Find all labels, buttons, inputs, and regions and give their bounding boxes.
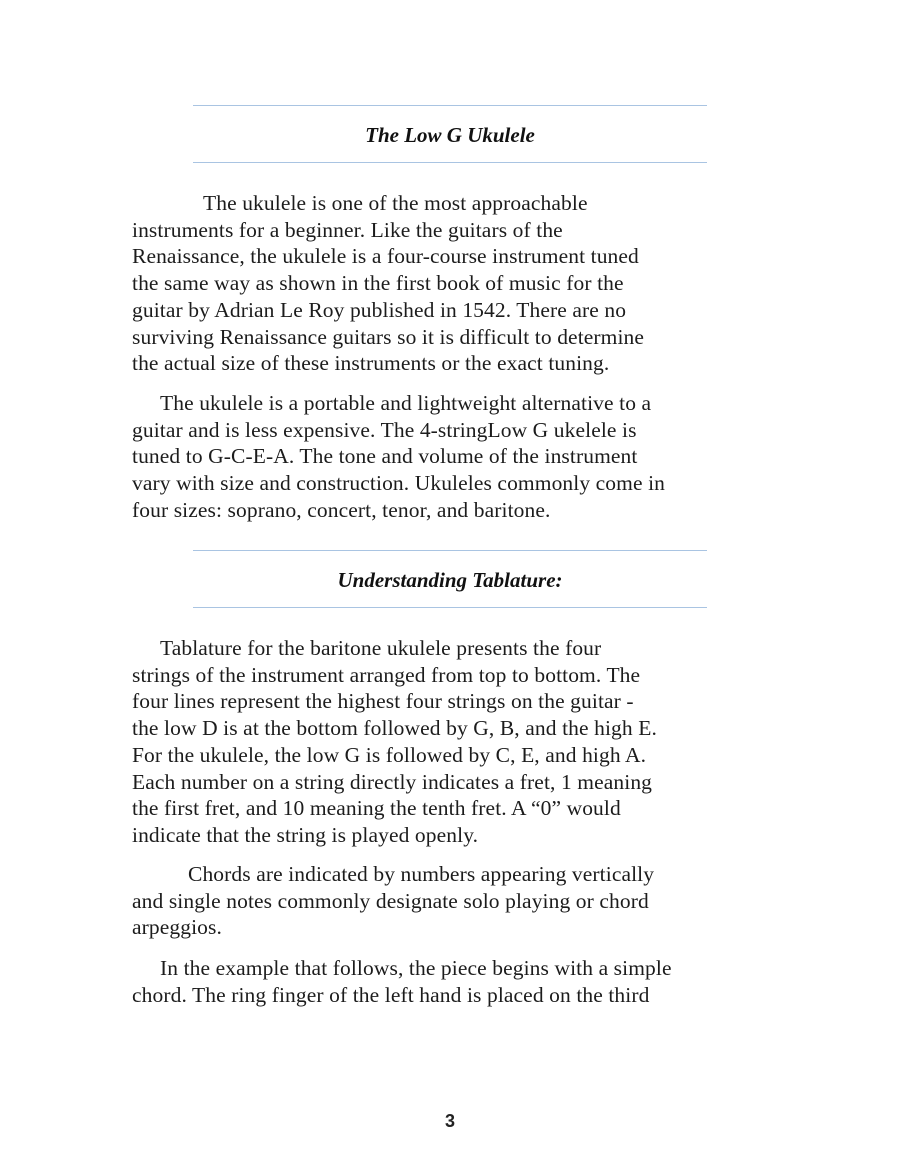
text-line: Each number on a string directly indicates a fret, 1 meaning bbox=[132, 769, 653, 794]
text-line: instruments for a beginner. Like the guitars of the bbox=[132, 217, 563, 242]
text-line: indicate that the string is played openly. bbox=[132, 822, 479, 847]
paragraph-chords bbox=[132, 861, 772, 941]
heading-rule-top bbox=[193, 105, 707, 106]
text-line: In the example that follows, the piece begins with a simple bbox=[160, 956, 672, 980]
heading-rule-top bbox=[193, 550, 707, 551]
text-line: arpeggios. bbox=[132, 915, 222, 940]
text-line: the first fret, and 10 meaning the tenth fret. A “0” would bbox=[132, 796, 621, 821]
heading-rule-bottom bbox=[193, 162, 707, 163]
text-line: Renaissance, the ukulele is a four-course instrument tuned bbox=[132, 244, 639, 269]
text-line: vary with size and construction. Ukuleles commonly come in bbox=[132, 471, 666, 496]
paragraph-example bbox=[132, 955, 772, 1008]
text-line: chord. The ring finger of the left hand is placed on the third bbox=[132, 982, 650, 1007]
paragraph-intro bbox=[132, 190, 772, 377]
text-line: the low D is at the bottom followed by G, B, and the high E. bbox=[132, 716, 657, 741]
text-line: four lines represent the highest four strings on the guitar - bbox=[132, 689, 634, 714]
text-line: and single notes commonly designate solo playing or chord bbox=[132, 888, 649, 913]
text-line: guitar and is less expensive. The 4-stringLow G ukelele is bbox=[132, 417, 637, 442]
text-line: four sizes: soprano, concert, tenor, and baritone. bbox=[132, 497, 551, 522]
paragraph-portable bbox=[132, 390, 772, 524]
text-line: Chords are indicated by numbers appearing vertically bbox=[188, 862, 655, 886]
text-line: The ukulele is a portable and lightweight alternative to a bbox=[160, 391, 652, 415]
paragraph-tablature bbox=[132, 635, 772, 849]
text-line: For the ukulele, the low G is followed by C, E, and high A. bbox=[132, 742, 647, 767]
text-line: surviving Renaissance guitars so it is difficult to determine bbox=[132, 324, 645, 349]
section-title-low-g-ukulele: The Low G Ukulele bbox=[365, 123, 535, 147]
text-line: strings of the instrument arranged from top to bottom. The bbox=[132, 662, 641, 687]
heading-rule-bottom bbox=[193, 607, 707, 608]
text-line: Tablature for the baritone ukulele presents the four bbox=[160, 636, 602, 660]
text-line: the actual size of these instruments or the exact tuning. bbox=[132, 351, 610, 376]
text-line: The ukulele is one of the most approachable bbox=[203, 191, 588, 215]
section-title-understanding-tablature: Understanding Tablature: bbox=[337, 568, 563, 592]
text-line: guitar by Adrian Le Roy published in 1542. There are no bbox=[132, 297, 627, 322]
text-line: tuned to G-C-E-A. The tone and volume of the instrument bbox=[132, 444, 638, 469]
text-line: the same way as shown in the first book of music for the bbox=[132, 271, 624, 296]
page-number: 3 bbox=[444, 1111, 455, 1131]
